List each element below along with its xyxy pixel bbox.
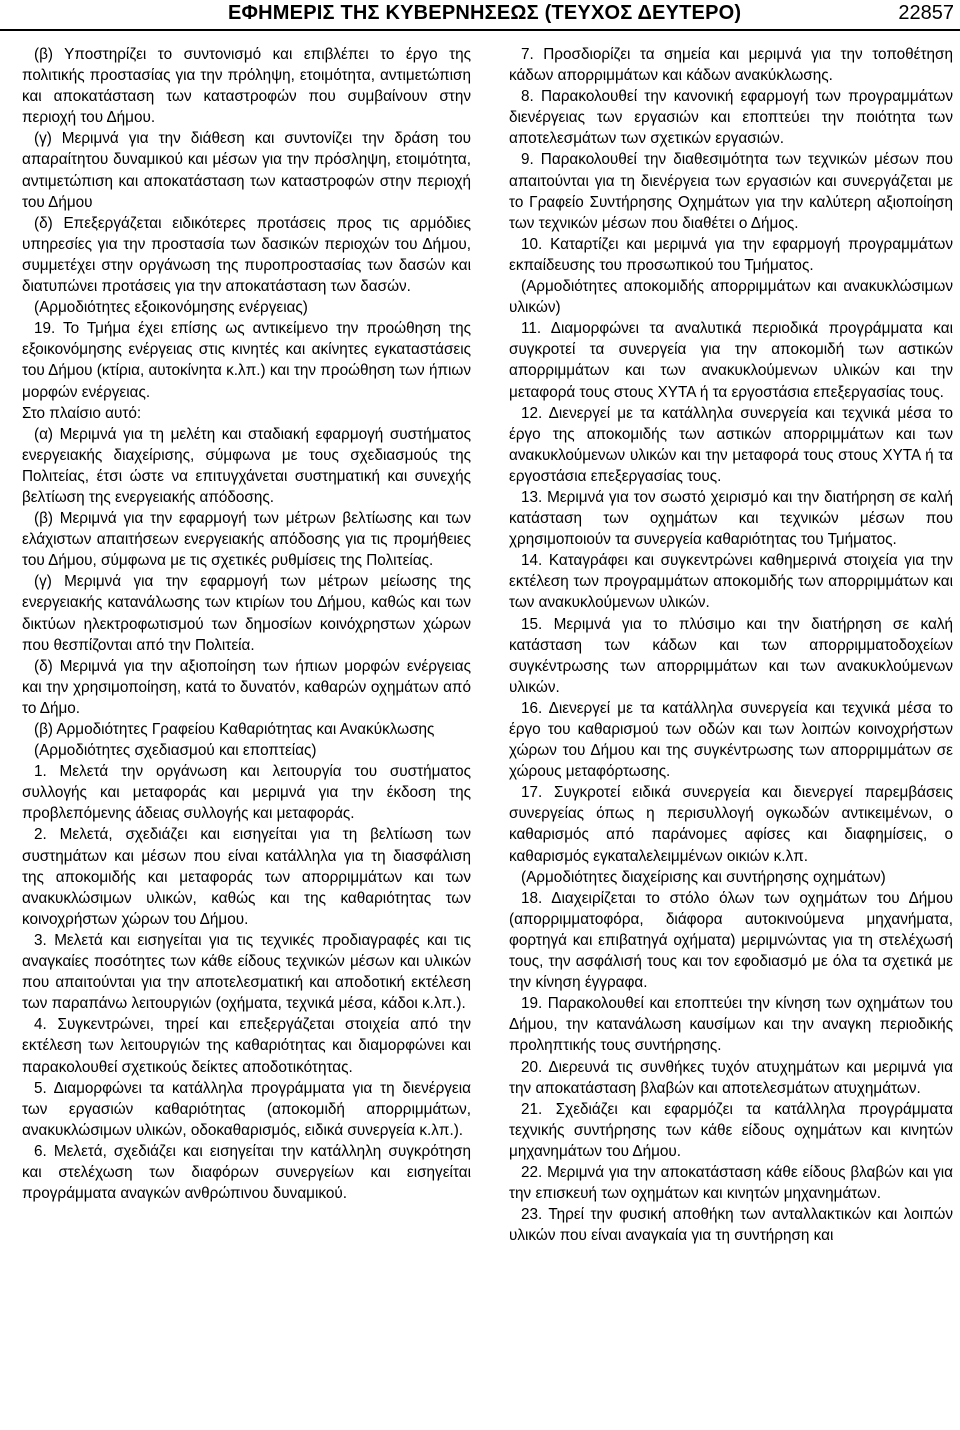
paragraph: 6. Μελετά, σχεδιάζει και εισηγείται την κατάλληλη συγκρότηση και στελέχωση των διαφόρων συνεργείων και εισηγείται προγράμματα αναγκών ανθρώπινου δυναμικού. — [22, 1142, 471, 1203]
paragraph: (β) Μεριμνά για την εφαρμογή των μέτρων βελτίωσης και των ελάχιστων απαιτήσεων ενεργειακής απόδοσης για τις προμήθειες του Δήμου, σύμφωνα με τις σχετικές ρυθμίσεις της Πολιτείας. — [22, 510, 471, 570]
paragraph: 19. Παρακολουθεί και εποπτεύει την κίνηση των οχημάτων του Δήμου, την κατανάλωση καυσίμων και την αναγκη περιοδικής προληπτικής τους συντήρησης. — [509, 995, 953, 1055]
paragraph: 15. Μεριμνά για το πλύσιμο και την διατήρηση σε καλή κατάσταση των κάδων και των απορριμματοδοχείων συγκέντρωσης των απορριμμάτων και των ανακυκλούμενων υλικών. — [509, 615, 953, 696]
paragraph: 9. Παρακολουθεί την διαθεσιμότητα των τεχνικών μέσων που απαιτούνται για τη διενέργεια των εργασιών και συνεργάζεται με το Γραφείο Συντήρησης Οχημάτων για την καλύτερη αξιοποίηση των τεχνικών μέσων που διαθέτει ο Δήμος. — [509, 151, 953, 232]
paragraph: (γ) Μεριμνά για την εφαρμογή των μέτρων μείωσης της ενεργειακής κατανάλωσης των κτιρίων του Δήμου, καθώς και των δικτύων ηλεκτροφωτισμού των δημοσίων κοινόχρηστων χώρων που θεσπίζονται από την Πολιτεία. — [22, 573, 471, 654]
paragraph: 11. Διαμορφώνει τα αναλυτικά περιοδικά προγράμματα και συγκροτεί τα συνεργεία για την αποκομιδή των αστικών απορριμμάτων και των ανακυκλούμενων υλικών και την μεταφορά τους στους ΧΥΤΑ ή τα εργοστάσια επεξεργασίας τους. — [509, 320, 953, 401]
paragraph: 22. Μεριμνά για την αποκατάσταση κάθε είδους βλαβών και για την επισκευή των οχημάτων και κινητών μηχανημάτων. — [509, 1163, 953, 1203]
paragraph: (δ) Επεξεργάζεται ειδικότερες προτάσεις προς τις αρμόδιες υπηρεσίες για την προστασία των δασικών περιοχών του Δήμου, συμμετέχει στην οργάνωση της πυροπροστασίας των δασών και διατυπώνει προτάσεις για την αποκατάσταση των δασών. — [22, 214, 471, 296]
paragraph: (Αρμοδιότητες εξοικονόμησης ενέργειας) — [34, 299, 308, 317]
paragraph: 14. Καταγράφει και συγκεντρώνει καθημερινά στοιχεία για την εκτέλεση των προγραμμάτων αποκομιδής των απορριμμάτων και των ανακυκλούμενων υλικών. — [509, 552, 953, 612]
paragraph: 16. Διενεργεί με τα κατάλληλα συνεργεία και τεχνικά μέσα το έργο του καθαρισμού των οδών και των λοιπών κοινοχρήστων χώρων του Δήμου και της συγκέντρωσης των απορριμμάτων σε χώρους μεταφόρτωσης. — [509, 699, 953, 781]
page-header — [0, 0, 960, 32]
paragraph: 13. Μεριμνά για τον σωστό χειρισμό και την διατήρηση σε καλή κατάσταση των οχημάτων και τεχνικών μέσων που χρησιμοποιούν τα συνεργεία καθαριότητας του Τμήματος. — [509, 488, 953, 549]
paragraph: 7. Προσδιορίζει τα σημεία και μεριμνά για την τοποθέτηση κάδων απορριμμάτων και κάδων ανακύκλωσης. — [509, 46, 953, 85]
paragraph: 4. Συγκεντρώνει, τηρεί και επεξεργάζεται στοιχεία από την εκτέλεση των λειτουργιών της καθαριότητας και διαμορφώνει και παρακολουθεί σχετικούς δείκτες αποδοτικότητας. — [22, 1016, 471, 1076]
paragraph: 8. Παρακολουθεί την κανονική εφαρμογή των προγραμμάτων διενέργειας των εργασιών και εποπτεύει την ποιότητα των αποτελεσμάτων των σχετικών εργασιών. — [509, 88, 953, 148]
right-column — [509, 44, 953, 1246]
paragraph: Στο πλαίσιο αυτό: — [22, 404, 142, 422]
paragraph: 23. Τηρεί την φυσική αποθήκη των ανταλλακτικών και λοιπών υλικών που είναι αναγκαία για τη συντήρηση και — [509, 1206, 953, 1245]
left-column — [22, 44, 471, 1204]
paragraph: 21. Σχεδιάζει και εφαρμόζει τα κατάλληλα προγράμματα τεχνικής συντήρησης των κάθε είδους οχημάτων και κινητών μηχανημάτων του Δήμου. — [509, 1100, 953, 1160]
gazette-title: ΕΦΗΜΕΡΙΣ ΤΗΣ ΚΥΒΕΡΝΗΣΕΩΣ (ΤΕΥΧΟΣ ΔΕΥΤΕΡΟ) — [228, 2, 742, 24]
paragraph: (β) Υποστηρίζει το συντονισμό και επιβλέπει το έργο της πολιτικής προστασίας για την πρόληψη, ετοιμότητα, αντιμετώπιση και αποκατάσταση των καταστροφών που συμβαίνουν στην περιοχή του Δήμου. — [22, 46, 471, 127]
paragraph: 18. Διαχειρίζεται το στόλο όλων των οχημάτων του Δήμου (απορριμματοφόρα, διάφορα αυτοκινούμενα μηχανήματα, φορτηγά και επιβατηγά οχήματα) μεριμνώντας για τη στελέχωσή τους, την ασφάλισή τους και τον εφοδιασμό με όλα τα σχετικά με την κίνηση έγγραφα. — [509, 889, 953, 992]
paragraph: (β) Αρμοδιότητες Γραφείου Καθαριότητας και Ανακύκλωσης — [34, 721, 435, 738]
paragraph: 10. Καταρτίζει και μεριμνά για την εφαρμογή προγραμμάτων εκπαίδευσης του προσωπικού του Τμήματος. — [509, 235, 953, 274]
paragraph: 1. Μελετά την οργάνωση και λειτουργία του συστήματος συλλογής και μεταφοράς και μεριμνά για την έκδοση της προβλεπόμενης άδειας συλλογής και μεταφοράς. — [22, 763, 471, 823]
paragraph: 5. Διαμορφώνει τα κατάλληλα προγράμματα για τη διενέργεια των εργασιών καθαριότητας (αποκομιδή απορριμμάτων, ανακυκλώσιμων υλικών, οδοκαθαρισμός, ειδικά συνεργεία κ.λπ.). — [22, 1079, 471, 1139]
paragraph: (Αρμοδιότητες αποκομιδής απορριμμάτων και ανακυκλώσιμων υλικών) — [509, 278, 953, 317]
header-divider — [0, 29, 960, 31]
paragraph: 2. Μελετά, σχεδιάζει και εισηγείται για τη βελτίωση των συστημάτων και μέσων που είναι κατάλληλα για τη διασφάλιση της αποκομιδής και μεταφοράς των απορριμμάτων και των ανακυκλώσιμων υλικών, καθώς και της καθαριότητας των κοινοχρήστων χώρων του Δήμου. — [22, 826, 471, 928]
paragraph: 12. Διενεργεί με τα κατάλληλα συνεργεία και τεχνικά μέσα το έργο της αποκομιδής των αστικών απορριμμάτων και των ανακυκλούμενων υλικών και την μεταφορά τους στους ΧΥΤΑ ή τα εργοστάσια επεξεργασίας τους. — [509, 404, 953, 485]
paragraph: 3. Μελετά και εισηγείται για τις τεχνικές προδιαγραφές και τις αναγκαίες ποσότητες των κάθε είδους τεχνικών μέσων και υλικών που απαιτούνται για την αποτελεσματική και αποδοτική εκτέλεση των παραπάνω λειτουργιών (οχήματα, τεχνικά μέσα, κάδοι κ.λπ.). — [22, 931, 471, 1013]
paragraph: (δ) Μεριμνά για την αξιοποίηση των ήπιων μορφών ενέργειας και την χρησιμοποίηση, κατά το δυνατόν, καθαρών οχημάτων από το Δήμο. — [22, 657, 471, 717]
page-number: 22857 — [898, 2, 954, 24]
paragraph: 17. Συγκροτεί ειδικά συνεργεία και διενεργεί παρεμβάσεις συνεργείας όπως η περισυλλογή ογκωδών αντικειμένων, ο καθαρισμός από παράνομες αφίσες και διαφημίσεις, ο καθαρισμός εγκαταλελειμμένων οικιών κ.λπ. — [509, 784, 953, 865]
paragraph: (Αρμοδιότητες σχεδιασμού και εποπτείας) — [34, 742, 317, 760]
paragraph: (γ) Μεριμνά για την διάθεση και συντονίζει την δράση του απαραίτητου δυναμικού και μέσων για την πρόσληψη, ετοιμότητα, αντιμετώπιση και αποκατάσταση των καταστροφών στην περιοχή του Δήμου — [22, 130, 471, 211]
paragraph: 20. Διερευνά τις συνθήκες τυχόν ατυχημάτων και μεριμνά για την αποκατάσταση βλαβών και αποτελεσμάτων ατυχημάτων. — [509, 1058, 953, 1097]
paragraph: (Αρμοδιότητες διαχείρισης και συντήρησης οχημάτων) — [521, 868, 886, 886]
paragraph: 19. Το Τμήμα έχει επίσης ως αντικείμενο την προώθηση της εξοικονόμησης ενέργειας στις κινητές και ακίνητες εγκαταστάσεις του Δήμου (κτίρια, αυτοκίνητα κ.λπ.) και την προώθηση των ήπιων μορφών ενέργειας. — [22, 320, 471, 401]
paragraph: (α) Μεριμνά για τη μελέτη και σταδιακή εφαρμογή συστήματος ενεργειακής διαχείρισης, σύμφωνα με τους σχεδιασμούς της Πολιτείας, έτσι ώστε να επιτυγχάνεται συστηματική και συνεχής βελτίωση της ενεργειακής απόδοσης. — [22, 425, 471, 506]
